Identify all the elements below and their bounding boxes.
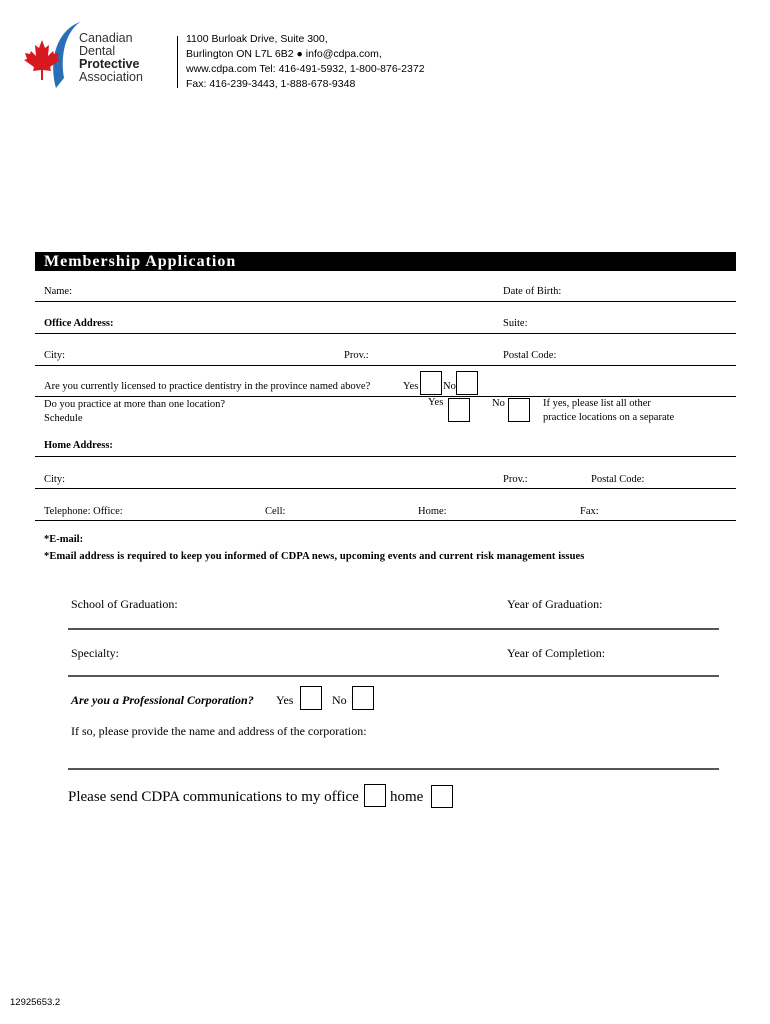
name-label: Name:: [44, 286, 72, 297]
school-line[interactable]: [68, 628, 719, 630]
licensed-question: Are you currently licensed to practice dentistry in the province named above?: [44, 381, 371, 392]
licensed-yes-label: Yes: [403, 381, 419, 392]
contact-address-1: 1100 Burloak Drive, Suite 300,: [186, 33, 328, 45]
header-divider: [177, 36, 178, 88]
send-comm-label: Please send CDPA communications to my office: [68, 789, 359, 805]
prof-corp-yes-checkbox[interactable]: [300, 686, 322, 710]
if-yes-note-1: If yes, please list all other: [543, 398, 651, 409]
home-postal-label: Postal Code:: [591, 474, 645, 485]
licensed-line: [35, 396, 736, 397]
licensed-no-label: No: [443, 381, 456, 392]
home-address-label: Home Address:: [44, 440, 113, 451]
contact-phone: www.cdpa.com Tel: 416-491-5932, 1-800-876-2372: [186, 63, 425, 75]
home-city-line[interactable]: [35, 488, 736, 489]
prof-corp-question: Are you a Professional Corporation?: [71, 693, 254, 707]
postal-label: Postal Code:: [503, 350, 557, 361]
multi-no-label: No: [492, 398, 505, 409]
multi-yes-label: Yes: [428, 397, 444, 408]
office-address-line[interactable]: [35, 333, 736, 334]
logo-text-1: Canadian: [79, 31, 133, 45]
city-label: City:: [44, 350, 66, 361]
prof-corp-no-checkbox[interactable]: [352, 686, 374, 710]
logo-text-2: Dental: [79, 44, 116, 58]
city-line[interactable]: [35, 365, 736, 366]
schedule-label: Schedule: [44, 413, 83, 424]
form-title: Membership Application: [35, 252, 736, 271]
dob-label: Date of Birth:: [503, 286, 562, 297]
logo-text-3: Protective: [79, 57, 140, 71]
send-home-checkbox[interactable]: [431, 785, 453, 808]
multi-location-question: Do you practice at more than one location?: [44, 399, 226, 410]
fax-label: Fax:: [580, 506, 599, 517]
home-city-label: City:: [44, 474, 66, 485]
office-address-label: Office Address:: [44, 318, 114, 329]
telephone-line[interactable]: [35, 520, 736, 521]
specialty-label: Specialty:: [71, 646, 119, 660]
contact-fax: Fax: 416-239-3443, 1-888-678-9348: [186, 78, 356, 90]
prof-corp-yes-label: Yes: [276, 693, 294, 707]
home-phone-label: Home:: [418, 506, 447, 517]
prov-label: Prov.:: [344, 350, 369, 361]
specialty-line[interactable]: [68, 675, 719, 677]
contact-address-2: Burlington ON L7L 6B2 ● info@cdpa.com,: [186, 48, 382, 60]
school-label: School of Graduation:: [71, 597, 178, 611]
year-completion-label: Year of Completion:: [507, 646, 606, 660]
if-yes-note-2: practice locations on a separate: [543, 412, 675, 423]
logo-text-4: Association: [79, 70, 143, 84]
cell-label: Cell:: [265, 506, 286, 517]
home-prov-label: Prov.:: [503, 474, 528, 485]
corp-line[interactable]: [68, 768, 719, 770]
corp-note: If so, please provide the name and address of the corporation:: [71, 724, 367, 738]
email-note: *Email address is required to keep you informed of CDPA news, upcoming events and current risk management issues: [44, 551, 585, 562]
cdpa-logo: [22, 18, 152, 102]
send-home-label: home: [390, 789, 424, 805]
year-grad-label: Year of Graduation:: [507, 597, 603, 611]
send-office-checkbox[interactable]: [364, 784, 386, 807]
name-line[interactable]: [35, 301, 736, 302]
prof-corp-no-label: No: [332, 693, 347, 707]
home-address-line[interactable]: [35, 456, 736, 457]
suite-label: Suite:: [503, 318, 528, 329]
email-label: *E-mail:: [44, 534, 84, 545]
multi-no-checkbox[interactable]: [508, 398, 530, 422]
doc-id: 12925653.2: [10, 997, 61, 1008]
multi-yes-checkbox[interactable]: [448, 398, 470, 422]
licensed-no-checkbox[interactable]: [456, 371, 478, 395]
tel-office-label: Telephone: Office:: [44, 506, 123, 517]
licensed-yes-checkbox[interactable]: [420, 371, 442, 395]
